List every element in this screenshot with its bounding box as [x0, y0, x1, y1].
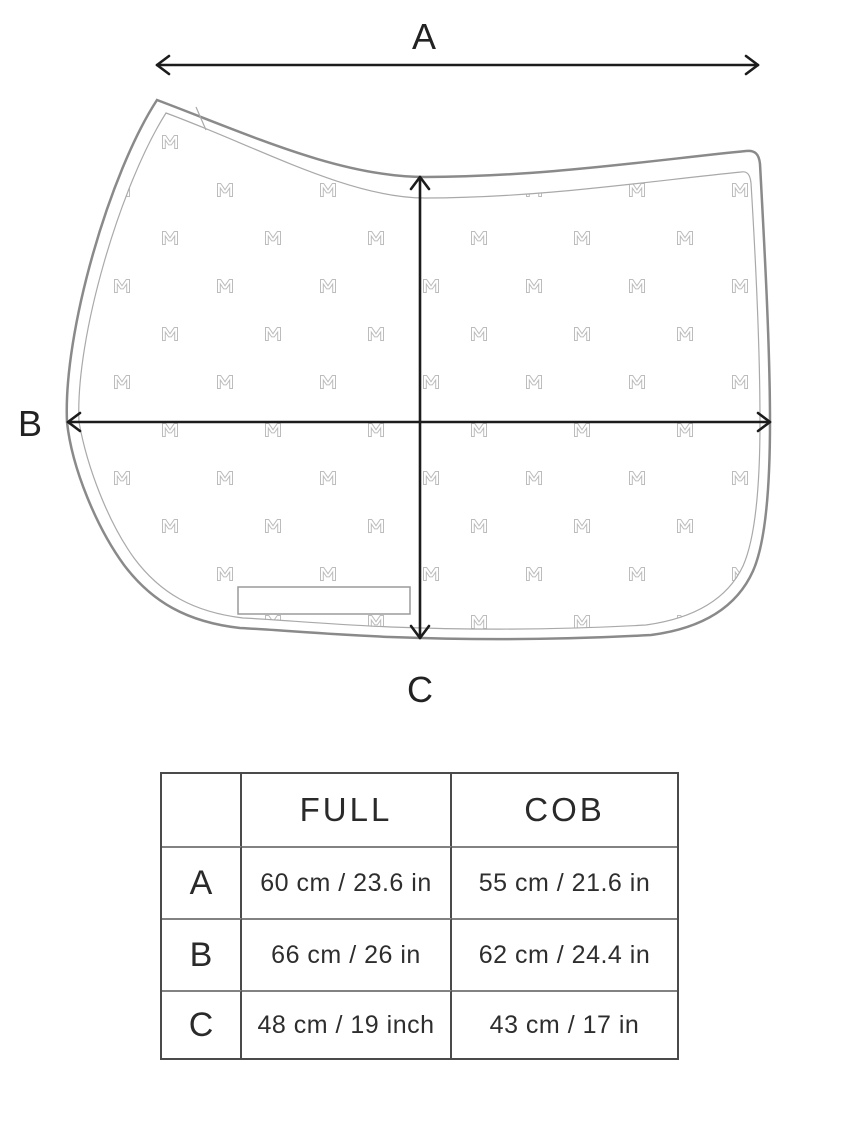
monogram-m-icon [472, 136, 487, 149]
dim-label-a: A [411, 16, 437, 57]
dim-label-b: B [17, 403, 43, 444]
size-table-row-a-cob: 55 cm / 21.6 in [452, 846, 677, 918]
monogram-m-icon [781, 232, 796, 245]
size-table-row-a-label: A [162, 846, 242, 918]
size-table-row-b-label: B [162, 918, 242, 990]
size-table-corner-cell [162, 774, 242, 846]
monogram-m-icon [163, 616, 178, 629]
size-table-row-b-full: 66 cm / 26 in [242, 918, 452, 990]
size-table-row-b-cob: 62 cm / 24.4 in [452, 918, 677, 990]
size-table-row-c-full: 48 cm / 19 inch [242, 990, 452, 1058]
monogram-m-icon [781, 328, 796, 341]
dimension-arrow-a [157, 56, 758, 74]
dim-label-c: C [407, 669, 433, 710]
size-table-row-c-label: C [162, 990, 242, 1058]
size-table-row-a-full: 60 cm / 23.6 in [242, 846, 452, 918]
monogram-m-icon [575, 136, 590, 149]
blank-brand-label [238, 587, 410, 614]
monogram-m-icon [369, 136, 384, 149]
monogram-m-icon [781, 616, 796, 629]
size-table [160, 772, 679, 1060]
size-table-header-full: FULL [242, 774, 452, 846]
monogram-m-icon [781, 520, 796, 533]
size-table-row-c-cob: 43 cm / 17 in [452, 990, 677, 1058]
monogram-m-icon [781, 136, 796, 149]
monogram-m-icon [781, 424, 796, 437]
size-table-header-cob: COB [524, 791, 605, 828]
monogram-m-icon [678, 136, 693, 149]
